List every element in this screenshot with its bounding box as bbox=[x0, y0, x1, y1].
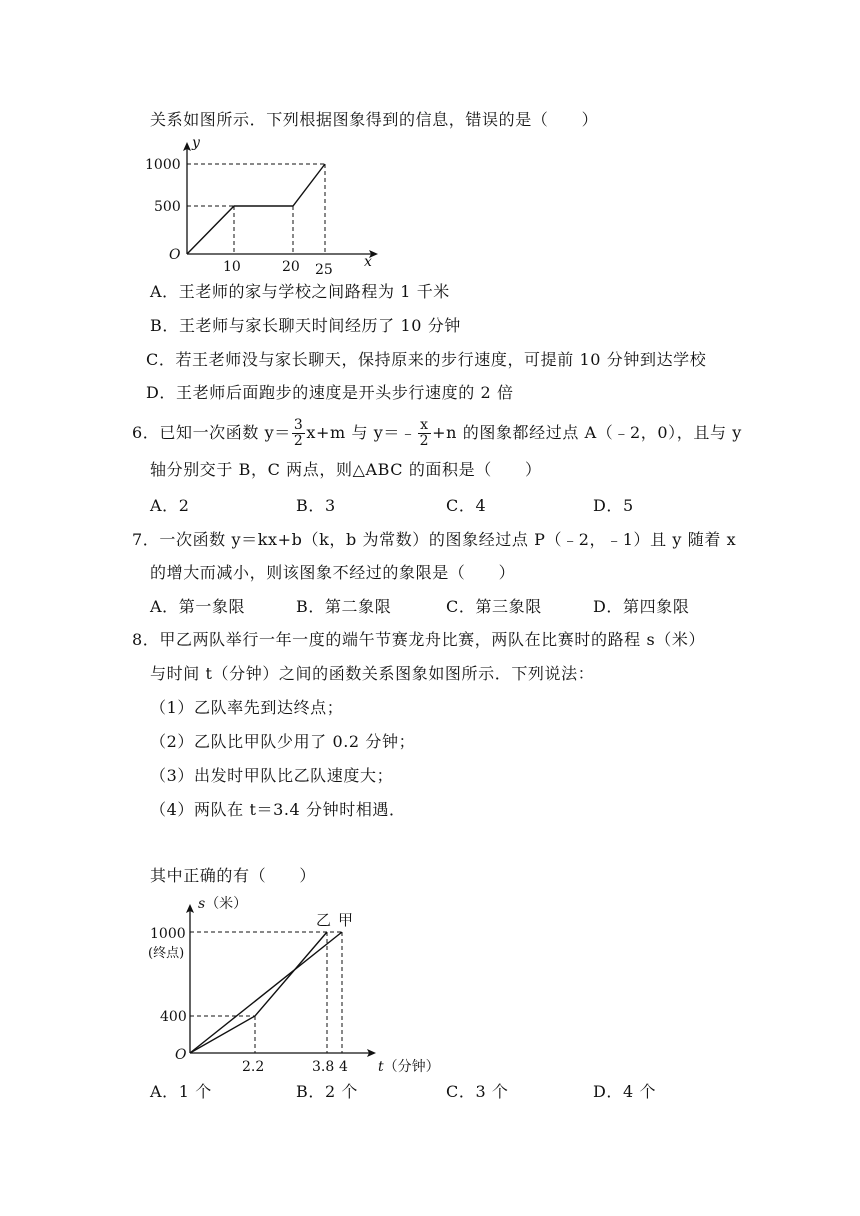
q6-frac1-den: 2 bbox=[293, 433, 304, 449]
q8-xtick-2.2: 2.2 bbox=[242, 1059, 265, 1075]
q8-graph bbox=[140, 890, 440, 1080]
q5-xtick-10: 10 bbox=[223, 259, 241, 275]
q5-stem-tail: 关系如图所示．下列根据图象得到的信息，错误的是（ ） bbox=[150, 110, 599, 129]
q5-path-line bbox=[187, 164, 325, 254]
q7-option-b: B．第二象限 bbox=[296, 597, 392, 616]
q6-frac2-den: 2 bbox=[419, 433, 430, 449]
q7-line-2: 的增大而减小，则该图象不经过的象限是（ ） bbox=[150, 563, 516, 582]
q6-prefix: 6．已知一次函数 y＝ bbox=[132, 423, 291, 442]
q5-origin: O bbox=[169, 247, 181, 263]
q6-fraction-x-over-2 bbox=[418, 418, 432, 449]
q5-graph bbox=[140, 130, 390, 278]
q8-statement-2: （2）乙队比甲队少用了 0.2 分钟； bbox=[150, 732, 416, 751]
q7-option-d: D．第四象限 bbox=[593, 597, 690, 616]
q5-x-label: x bbox=[364, 254, 372, 270]
q5-xtick-20: 20 bbox=[282, 259, 300, 275]
q8-series-label-jia: 甲 bbox=[338, 911, 354, 929]
q7-option-c: C．第三象限 bbox=[446, 597, 542, 616]
q6-line-1 bbox=[132, 418, 742, 449]
q8-statement-4: （4）两队在 t＝3.4 分钟时相遇． bbox=[150, 800, 406, 819]
q8-series-yi-line bbox=[190, 932, 327, 1053]
q8-option-b: B．2 个 bbox=[296, 1082, 359, 1101]
q5-option-a: A．王老师的家与学校之间路程为 1 千米 bbox=[150, 282, 450, 301]
q5-ytick-500: 500 bbox=[154, 199, 181, 215]
q8-xtick-3.8: 3.8 bbox=[312, 1059, 335, 1075]
q8-ask: 其中正确的有（ ） bbox=[150, 866, 317, 885]
q8-statement-1: （1）乙队率先到达终点； bbox=[150, 698, 344, 717]
q8-series-jia-line bbox=[190, 932, 342, 1053]
q5-y-label: y bbox=[192, 135, 200, 151]
q6-frac2-num: x bbox=[418, 418, 432, 434]
q6-option-c: C．4 bbox=[446, 496, 487, 515]
q6-option-b: B．3 bbox=[296, 496, 336, 515]
q5-ytick-1000: 1000 bbox=[145, 157, 181, 173]
q8-y-note: (终点) bbox=[148, 946, 185, 961]
q6-fraction-3-over-2 bbox=[292, 418, 306, 449]
q8-option-c: C．3 个 bbox=[446, 1082, 509, 1101]
q8-line-2: 与时间 t（分钟）之间的函数关系图象如图所示．下列说法： bbox=[150, 664, 595, 683]
q5-xtick-25: 25 bbox=[315, 262, 333, 278]
q8-option-d: D．4 个 bbox=[593, 1082, 657, 1101]
q6-option-a: A．2 bbox=[150, 496, 190, 515]
q8-origin: O bbox=[175, 1047, 187, 1063]
q8-statement-3: （3）出发时甲队比乙队速度大； bbox=[150, 766, 394, 785]
q5-option-b: B．王老师与家长聊天时间经历了 10 分钟 bbox=[150, 316, 461, 335]
q5-option-d: D．王老师后面跑步的速度是开头步行速度的 2 倍 bbox=[146, 383, 514, 402]
q8-series-label-yi: 乙 bbox=[316, 911, 332, 929]
q8-line-1: 8．甲乙两队举行一年一度的端午节赛龙舟比赛，两队在比赛时的路程 s（米） bbox=[132, 630, 706, 649]
q6-line-2: 轴分别交于 B，C 两点，则△ABC 的面积是（ ） bbox=[150, 460, 542, 479]
q8-ytick-400: 400 bbox=[160, 1009, 187, 1025]
q7-line-1: 7．一次函数 y＝kx+b（k，b 为常数）的图象经过点 P（﹣2，﹣1）且 y 随着 x bbox=[132, 530, 737, 549]
q6-mid: x+m 与 y＝﹣ bbox=[306, 423, 417, 442]
q7-option-a: A．第一象限 bbox=[150, 597, 246, 616]
q6-frac1-num: 3 bbox=[293, 417, 304, 433]
q8-x-label: t（分钟） bbox=[378, 1059, 440, 1075]
q6-option-d: D．5 bbox=[593, 496, 634, 515]
q8-xtick-4: 4 bbox=[339, 1059, 348, 1075]
q5-option-c: C．若王老师没与家长聊天，保持原来的步行速度，可提前 10 分钟到达学校 bbox=[146, 350, 707, 369]
q8-option-a: A．1 个 bbox=[150, 1082, 212, 1101]
q8-y-label: s（米） bbox=[198, 896, 248, 912]
q6-suffix: +n 的图象都经过点 A（﹣2，0），且与 y bbox=[432, 423, 742, 442]
q8-ytick-1000: 1000 bbox=[150, 926, 186, 942]
